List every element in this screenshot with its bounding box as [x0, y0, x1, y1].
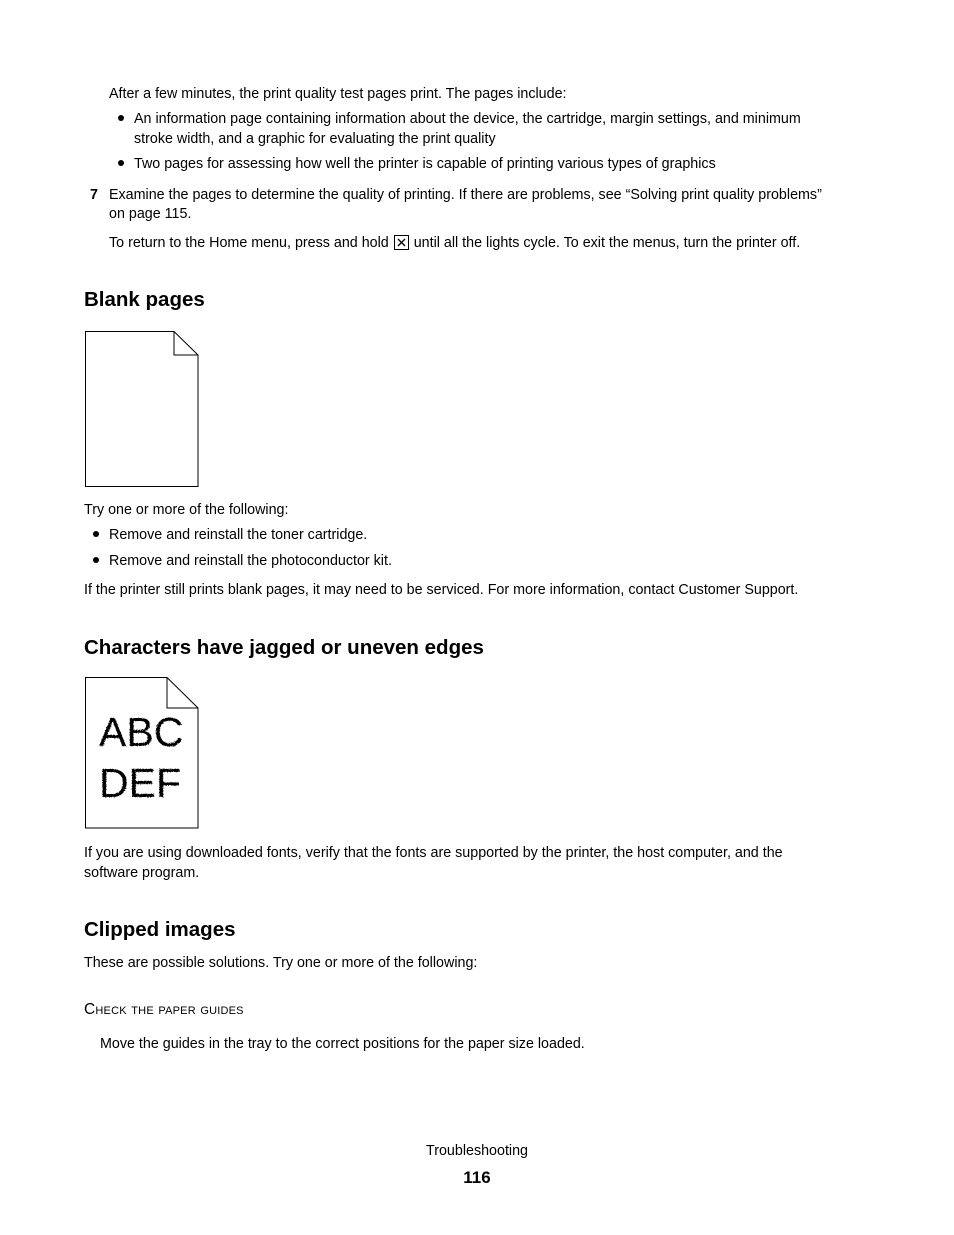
step7-return-instruction [109, 233, 800, 253]
jagged-text-page-illustration [84, 676, 200, 830]
return-text-after: until all the lights cycle. To exit the menus, turn the printer off. [409, 235, 801, 251]
step6-intro: After a few minutes, the print quality test pages print. The pages include: [109, 86, 567, 102]
blank-pages-intro: Try one or more of the following: [84, 502, 289, 518]
clipped-body: Move the guides in the tray to the correct positions for the paper size loaded. [100, 1036, 585, 1052]
blank-pages-bullet-2: Remove and reinstall the photoconductor kit. [109, 553, 392, 569]
step-number: 7 [90, 187, 98, 203]
step7-line2: on page 115. [109, 206, 192, 222]
step6-bullet-2: Two pages for assessing how well the printer is capable of printing various types of graphics [134, 156, 716, 172]
page-number: 116 [463, 1168, 491, 1187]
clipped-heading: Clipped images [84, 918, 236, 941]
return-text-before: To return to the Home menu, press and hold [109, 235, 393, 251]
footer-section: Troubleshooting [426, 1143, 528, 1159]
clipped-intro: These are possible solutions. Try one or more of the following: [84, 955, 478, 971]
blank-page-illustration [84, 330, 200, 488]
x-in-box-icon [394, 235, 409, 250]
clipped-subheading: Check the paper guides [84, 1001, 244, 1018]
bullet-dot [118, 160, 124, 166]
jagged-text-line1: If you are using downloaded fonts, verify that the fonts are supported by the printer, the host computer, and the [84, 845, 783, 861]
step6-bullet-1-line1: An information page containing information about the device, the cartridge, margin settings, and minimum [134, 111, 801, 127]
blank-pages-bullet-1: Remove and reinstall the toner cartridge. [109, 527, 368, 543]
step7-line1: Examine the pages to determine the quality of printing. If there are problems, see “Solving print quality problems” [109, 187, 822, 203]
step6-bullet-1-line2: stroke width, and a graphic for evaluating the print quality [134, 131, 496, 147]
jagged-heading: Characters have jagged or uneven edges [84, 636, 484, 659]
jagged-sample-abc: ABC [99, 709, 184, 755]
bullet-dot [93, 531, 99, 537]
blank-pages-heading: Blank pages [84, 288, 205, 311]
blank-pages-note: If the printer still prints blank pages, it may need to be serviced. For more information, contact Customer Support. [84, 582, 799, 598]
bullet-dot [93, 557, 99, 563]
bullet-dot [118, 115, 124, 121]
jagged-sample-def: DEF [99, 760, 181, 806]
jagged-text-line2: software program. [84, 865, 200, 881]
